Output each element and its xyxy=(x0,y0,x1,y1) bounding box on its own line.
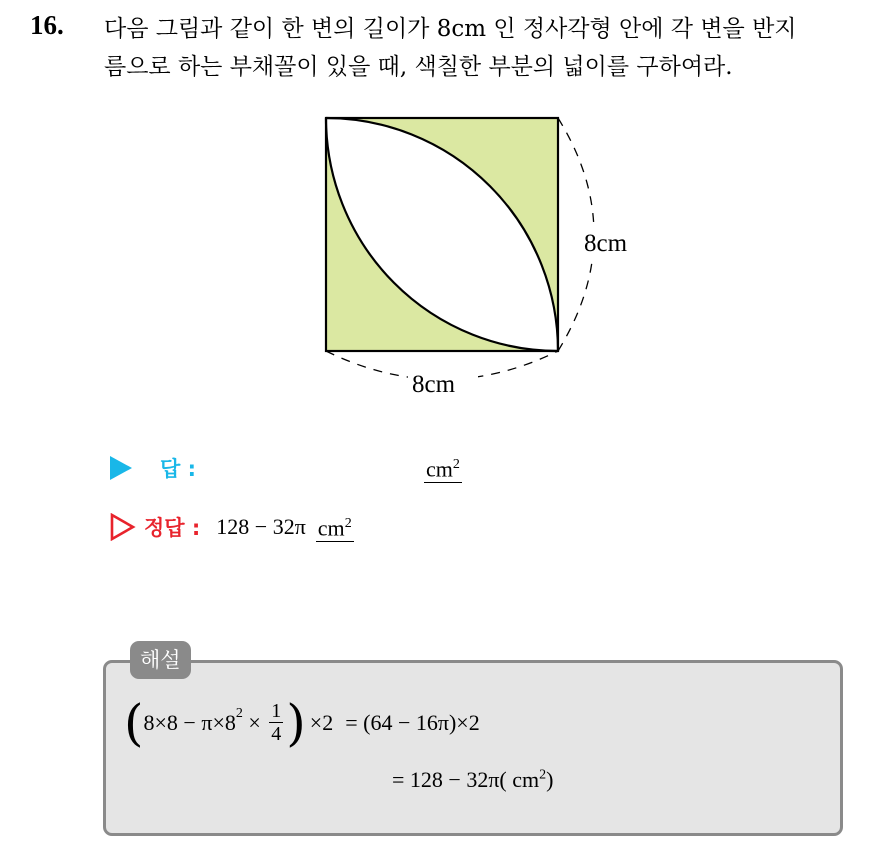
expr-result-exp: 2 xyxy=(539,767,547,783)
correct-value: 128 − 32π xyxy=(216,514,306,539)
question-line-1: 다음 그림과 같이 한 변의 길이가 8cm 인 정사각형 안에 각 변을 반지 xyxy=(104,16,797,42)
bottom-side-label: 8cm xyxy=(412,371,456,398)
expr-result: = 128 − 32π( cm xyxy=(392,767,540,792)
explanation-line-1: ( 8×8 − π×8 $^2$ × $\frac{1}{4}$ ) ×2 = (64 − 16π)×2 xyxy=(124,693,480,752)
answer-marker-icon xyxy=(110,456,132,480)
answer-label: 답 : xyxy=(160,457,196,481)
expr-left-exp: 2 xyxy=(235,706,243,721)
explanation-box xyxy=(103,660,843,836)
expr-mult: ×2 xyxy=(309,709,334,735)
explanation-line-2 xyxy=(392,767,553,793)
explanation-tag: 해설 xyxy=(130,641,191,679)
expr-result-end: ) xyxy=(546,767,554,792)
correct-unit: $cm^2$ xyxy=(316,512,354,541)
correct-label: 정답 : xyxy=(144,516,201,540)
square-figure xyxy=(300,108,660,408)
question-number: 16. xyxy=(30,10,64,40)
expr-left-a: 8×8 − π×8 xyxy=(143,709,236,735)
fraction xyxy=(269,700,283,745)
correct-marker-icon xyxy=(110,513,136,541)
correct-answer-row xyxy=(110,512,354,542)
expr-right: = (64 − 16π)×2 xyxy=(345,709,480,735)
question-line-2: 름으로 하는 부채꼴이 있을 때, 색칠한 부분의 넓이를 구하여라. xyxy=(104,54,733,80)
answer-unit: $cm^2$ xyxy=(424,453,462,482)
right-side-label: 8cm xyxy=(584,230,628,257)
question-text xyxy=(104,10,864,86)
fraction-numerator: 1 xyxy=(271,700,282,722)
expr-left-times: × xyxy=(242,709,267,735)
fraction-denominator: 4 xyxy=(271,723,282,745)
answer-row xyxy=(110,452,462,484)
